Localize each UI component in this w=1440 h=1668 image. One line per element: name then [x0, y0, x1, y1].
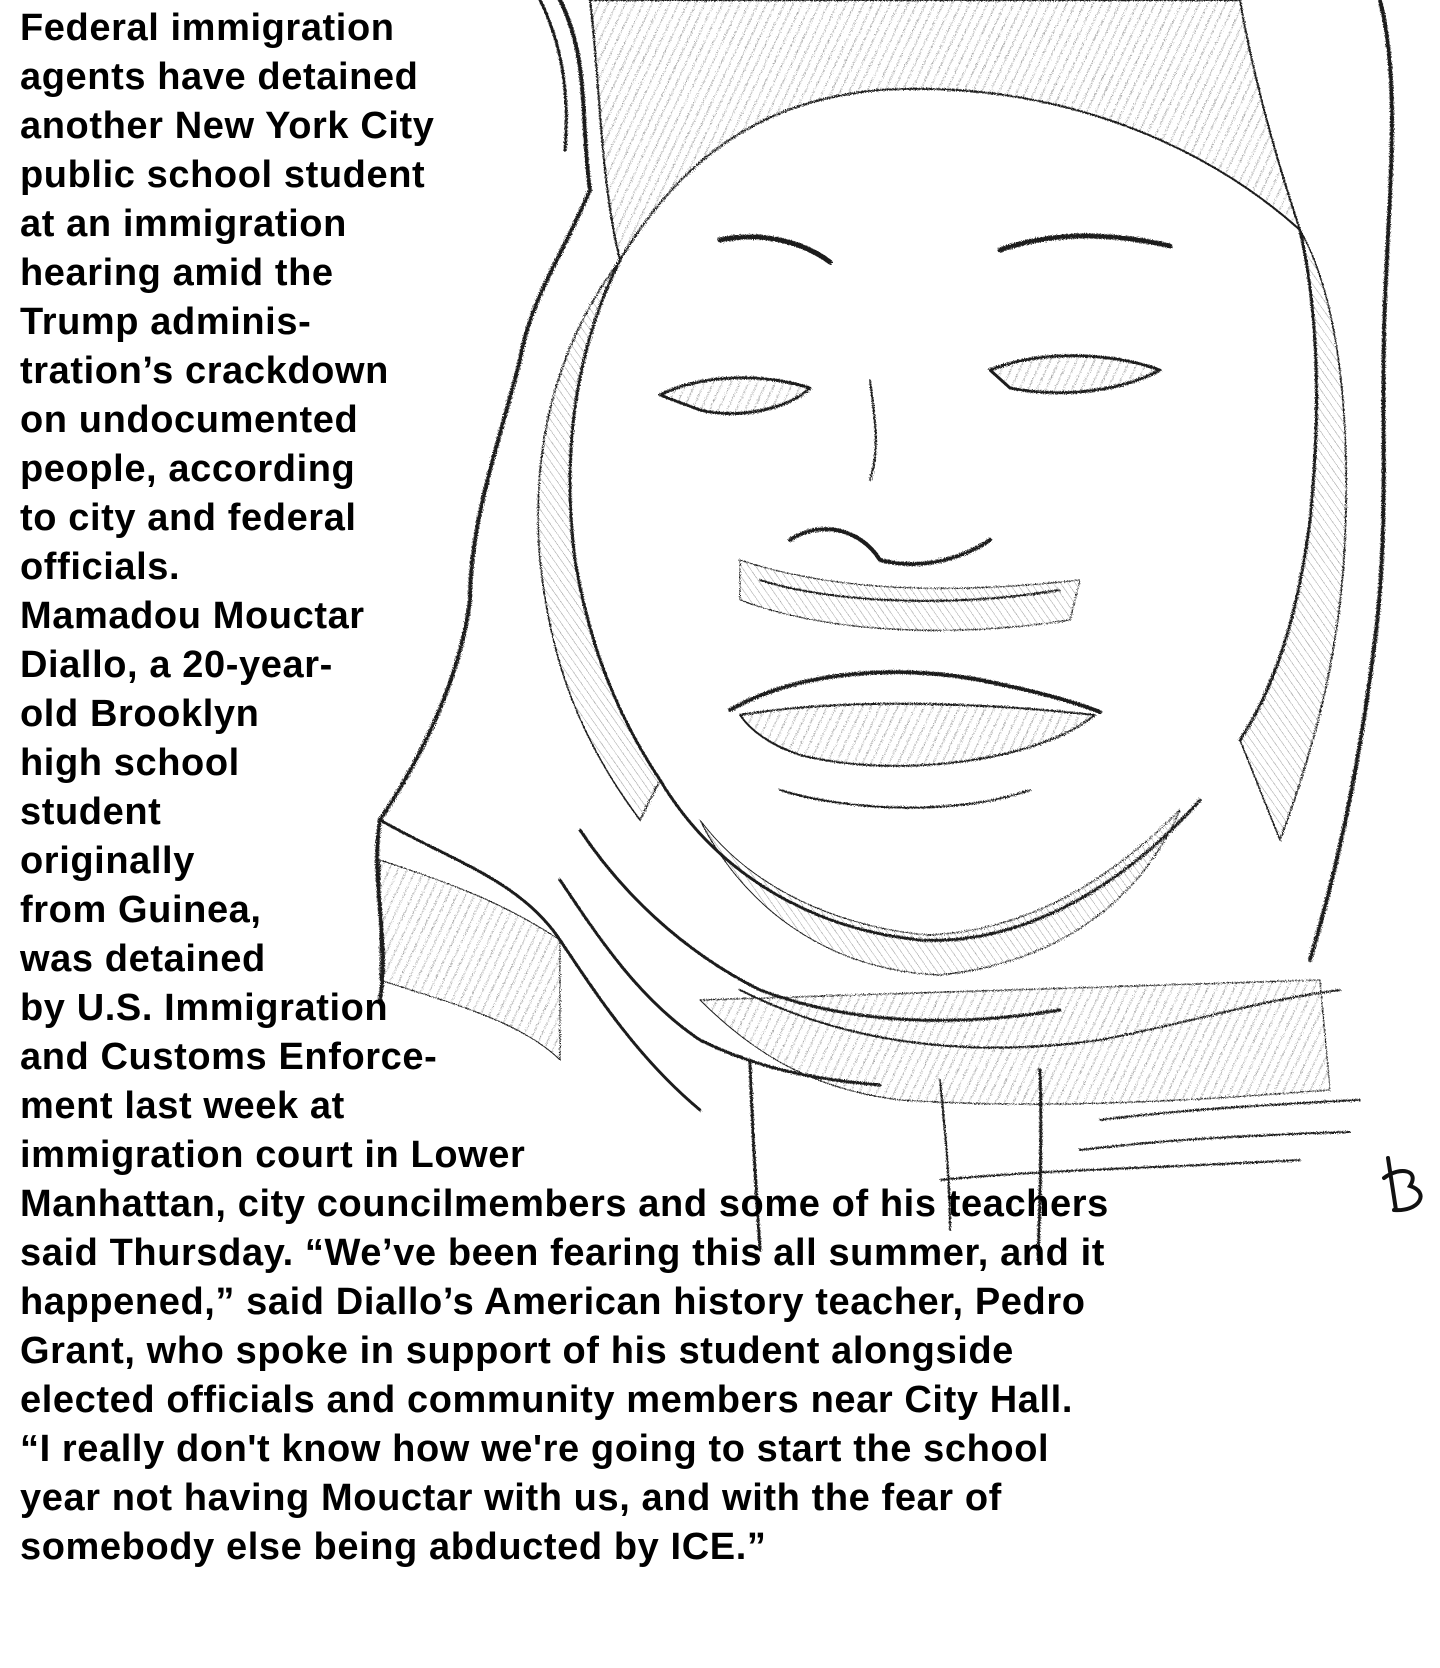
article-line: elected officials and community members near City Hall.	[20, 1379, 1073, 1421]
article-line: and Customs Enforce-	[20, 1036, 438, 1078]
article-line: at an immigration	[20, 203, 347, 245]
article-line: tration’s crackdown	[20, 350, 389, 392]
article-line: somebody else being abducted by ICE.”	[20, 1526, 767, 1568]
article-line: was detained	[20, 938, 266, 980]
article-line: on undocumented	[20, 399, 359, 441]
article-line: student	[20, 791, 162, 833]
article-line: high school	[20, 742, 240, 784]
article-line: Mamadou Mouctar	[20, 595, 365, 637]
article-line: year not having Mouctar with us, and with the fear of	[20, 1477, 1002, 1519]
article-line: “I really don't know how we're going to start the school	[20, 1428, 1050, 1470]
article-line: Grant, who spoke in support of his student alongside	[20, 1330, 1014, 1372]
article-line: immigration court in Lower	[20, 1134, 526, 1176]
article-line: officials.	[20, 546, 181, 588]
article-line: old Brooklyn	[20, 693, 260, 735]
article-line: people, according	[20, 448, 356, 490]
article-line: said Thursday. “We’ve been fearing this all summer, and it	[20, 1232, 1106, 1274]
article-line: Manhattan, city councilmembers and some of his teachers	[20, 1183, 1109, 1225]
article-line: hearing amid the	[20, 252, 334, 294]
article-line: Diallo, a 20-year-	[20, 644, 333, 686]
article-line: another New York City	[20, 105, 435, 147]
artist-signature	[1384, 1158, 1421, 1210]
article-line: happened,” said Diallo’s American history teacher, Pedro	[20, 1281, 1086, 1323]
article-line: public school student	[20, 154, 426, 196]
article-line: originally	[20, 840, 195, 882]
article-line: Federal immigration	[20, 7, 395, 49]
article-line: by U.S. Immigration	[20, 987, 389, 1029]
article-line: from Guinea,	[20, 889, 262, 931]
article-line: ment last week at	[20, 1085, 345, 1127]
article-line: to city and federal	[20, 497, 357, 539]
article-line: agents have detained	[20, 56, 419, 98]
article-line: Trump adminis-	[20, 301, 312, 343]
